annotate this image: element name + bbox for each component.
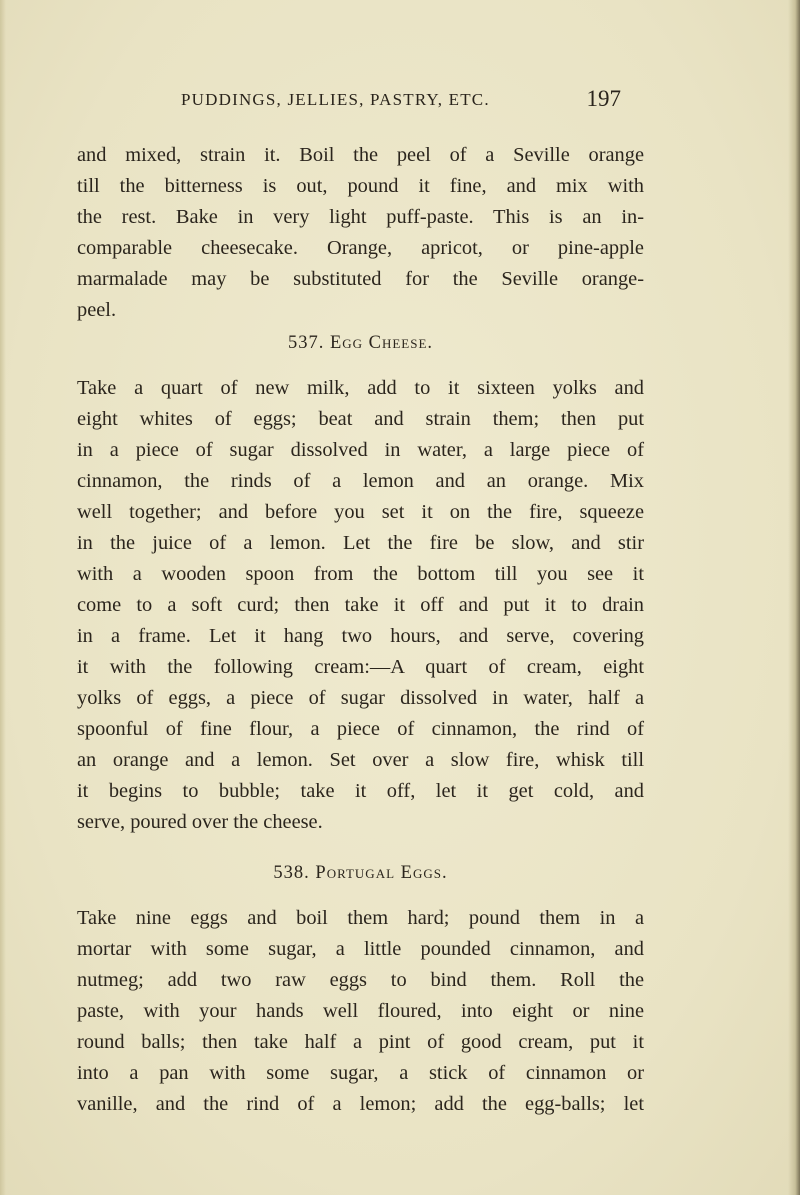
- text-line: cinnamon, the rinds of a lemon and an orange. Mix: [77, 470, 644, 492]
- text-line: Take nine eggs and boil them hard; pound them in a: [77, 907, 644, 929]
- text-line: comparable cheesecake. Orange, apricot, or pine-apple: [77, 237, 644, 259]
- text-line: paste, with your hands well floured, into eight or nine: [77, 1000, 644, 1022]
- page-right-edge-shadow: [788, 0, 800, 1195]
- page-body: [77, 140, 644, 1120]
- text-line: in the juice of a lemon. Let the fire be slow, and stir: [77, 532, 644, 554]
- text-line: an orange and a lemon. Set over a slow fire, whisk till: [77, 749, 644, 771]
- text-line: it begins to bubble; take it off, let it get cold, and: [77, 780, 644, 802]
- text-line: Take a quart of new milk, add to it sixteen yolks and: [77, 377, 644, 399]
- text-line: round balls; then take half a pint of good cream, put it: [77, 1031, 644, 1053]
- recipe-heading-538: 538. Portugal Eggs.: [273, 863, 448, 883]
- page-left-edge-shadow: [0, 0, 6, 1195]
- text-line: in a frame. Let it hang two hours, and serve, covering: [77, 625, 644, 647]
- text-line: the rest. Bake in very light puff-paste. This is an in-: [77, 206, 644, 228]
- text-line: eight whites of eggs; beat and strain them; then put: [77, 408, 644, 430]
- text-line: nutmeg; add two raw eggs to bind them. Roll the: [77, 969, 644, 991]
- page-header: [181, 86, 621, 116]
- paragraph-continued: [77, 140, 644, 326]
- page-number: 197: [586, 86, 621, 111]
- text-line: and mixed, strain it. Boil the peel of a Seville orange: [77, 144, 644, 166]
- recipe-537-text: [77, 373, 644, 838]
- text-line: serve, poured over the cheese.: [77, 811, 323, 833]
- recipe-heading-537: 537. Egg Cheese.: [287, 333, 434, 353]
- text-line: into a pan with some sugar, a stick of cinnamon or: [77, 1062, 644, 1084]
- text-line: marmalade may be substituted for the Seville orange-: [77, 268, 644, 290]
- text-line: peel.: [77, 299, 117, 321]
- text-line: spoonful of fine flour, a piece of cinnamon, the rind of: [77, 718, 644, 740]
- text-line: well together; and before you set it on the fire, squeeze: [77, 501, 644, 523]
- text-line: yolks of eggs, a piece of sugar dissolved in water, half a: [77, 687, 644, 709]
- text-line: in a piece of sugar dissolved in water, a large piece of: [77, 439, 644, 461]
- running-head: PUDDINGS, JELLIES, PASTRY, ETC.: [181, 90, 490, 109]
- recipe-538-text: [77, 903, 644, 1120]
- text-line: till the bitterness is out, pound it fine, and mix with: [77, 175, 644, 197]
- text-line: it with the following cream:—A quart of cream, eight: [77, 656, 644, 678]
- text-line: mortar with some sugar, a little pounded cinnamon, and: [77, 938, 644, 960]
- text-line: with a wooden spoon from the bottom till you see it: [77, 563, 644, 585]
- text-line: come to a soft curd; then take it off and put it to drain: [77, 594, 644, 616]
- text-line: vanille, and the rind of a lemon; add the egg-balls; let: [77, 1093, 644, 1115]
